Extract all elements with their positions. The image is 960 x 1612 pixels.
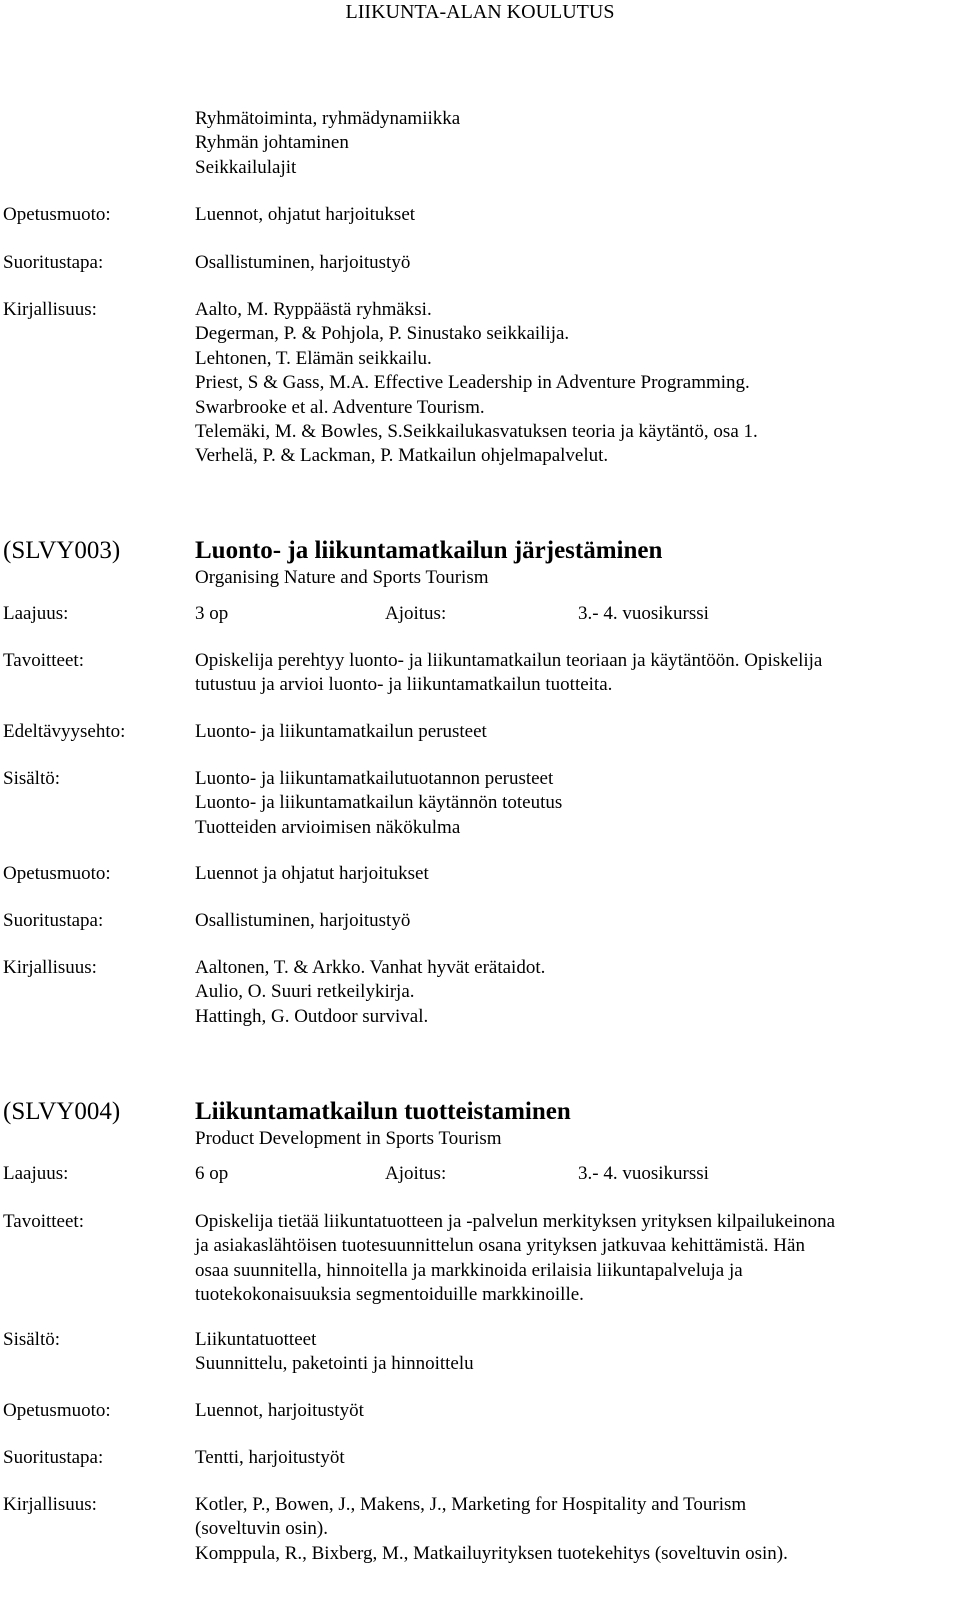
literature-item: Priest, S & Gass, M.A. Effective Leadership in Adventure Programming. bbox=[195, 372, 750, 394]
course-code: (SLVY004) bbox=[3, 1098, 121, 1125]
opetusmuoto-value: Luennot, ohjatut harjoitukset bbox=[195, 204, 416, 225]
literature-item: Verhelä, P. & Lackman, P. Matkailun ohjelmapalvelut. bbox=[195, 445, 609, 467]
suoritustapa-value: Osallistuminen, harjoitustyö bbox=[195, 910, 411, 931]
literature-item: Lehtonen, T. Elämän seikkailu. bbox=[195, 347, 432, 369]
literature-item: (soveltuvin osin). bbox=[195, 1518, 328, 1540]
course-title: Luonto- ja liikuntamatkailun järjestäminen bbox=[195, 537, 663, 564]
tavoitteet-line: Opiskelija perehtyy luonto- ja liikuntamatkailun teoriaan ja käytäntöön. Opiskelija bbox=[195, 650, 823, 671]
literature-item: Kotler, P., Bowen, J., Makens, J., Marketing for Hospitality and Tourism bbox=[195, 1494, 747, 1515]
laajuus-label: Laajuus: bbox=[3, 603, 69, 624]
opetusmuoto-value: Luennot ja ohjatut harjoitukset bbox=[195, 863, 429, 884]
tavoitteet-line: Opiskelija tietää liikuntatuotteen ja -palvelun merkityksen yrityksen kilpailukeinona bbox=[195, 1211, 836, 1232]
tavoitteet-label: Tavoitteet: bbox=[3, 650, 84, 671]
ajoitus-label: Ajoitus: bbox=[385, 1163, 447, 1184]
literature-item: Degerman, P. & Pohjola, P. Sinustako seikkailija. bbox=[195, 323, 570, 345]
tavoitteet-line: tutustuu ja arvioi luonto- ja liikuntamatkailun tuotteita. bbox=[195, 674, 613, 696]
page-header: LIIKUNTA-ALAN KOULUTUS bbox=[345, 1, 615, 23]
course-subtitle: Organising Nature and Sports Tourism bbox=[195, 567, 489, 588]
course-subtitle: Product Development in Sports Tourism bbox=[195, 1128, 502, 1149]
course-title: Liikuntamatkailun tuotteistaminen bbox=[195, 1098, 571, 1125]
kirjallisuus-label: Kirjallisuus: bbox=[3, 1494, 97, 1515]
opetusmuoto-label: Opetusmuoto: bbox=[3, 204, 111, 225]
suoritustapa-label: Suoritustapa: bbox=[3, 910, 104, 931]
laajuus-value: 6 op bbox=[195, 1163, 229, 1184]
literature-item: Hattingh, G. Outdoor survival. bbox=[195, 1005, 429, 1027]
sisalto-line: Tuotteiden arvioimisen näkökulma bbox=[195, 816, 461, 838]
edeltavyysehto-label: Edeltävyysehto: bbox=[3, 721, 126, 742]
content-line: Ryhmän johtaminen bbox=[195, 132, 349, 154]
kirjallisuus-label: Kirjallisuus: bbox=[3, 957, 97, 978]
course-code: (SLVY003) bbox=[3, 537, 121, 564]
suoritustapa-value: Tentti, harjoitustyöt bbox=[195, 1447, 345, 1468]
sisalto-line: Liikuntatuotteet bbox=[195, 1329, 317, 1350]
kirjallisuus-label: Kirjallisuus: bbox=[3, 299, 97, 320]
ajoitus-label: Ajoitus: bbox=[385, 603, 447, 624]
literature-item: Swarbrooke et al. Adventure Tourism. bbox=[195, 396, 485, 418]
edeltavyysehto-value: Luonto- ja liikuntamatkailun perusteet bbox=[195, 721, 487, 742]
tavoitteet-line: ja asiakaslähtöisen tuotesuunnittelun osana yrityksen jatkuvaa kehittämistä. Hän bbox=[195, 1235, 805, 1257]
intro-content-lines bbox=[195, 107, 955, 180]
sisalto-line: Luonto- ja liikuntamatkailun käytännön toteutus bbox=[195, 792, 563, 814]
ajoitus-value: 3.- 4. vuosikurssi bbox=[578, 1163, 709, 1184]
laajuus-label: Laajuus: bbox=[3, 1163, 69, 1184]
kirjallisuus-list bbox=[195, 298, 955, 469]
sisalto-label: Sisältö: bbox=[3, 1329, 61, 1350]
literature-item: Telemäki, M. & Bowles, S.Seikkailukasvatuksen teoria ja käytäntö, osa 1. bbox=[195, 421, 758, 443]
suoritustapa-label: Suoritustapa: bbox=[3, 1447, 104, 1468]
literature-item: Aaltonen, T. & Arkko. Vanhat hyvät erätaidot. bbox=[195, 957, 546, 978]
sisalto-line: Suunnittelu, paketointi ja hinnoittelu bbox=[195, 1353, 474, 1375]
sisalto-line: Luonto- ja liikuntamatkailutuotannon perusteet bbox=[195, 768, 554, 789]
opetusmuoto-label: Opetusmuoto: bbox=[3, 863, 111, 884]
content-line: Ryhmätoiminta, ryhmädynamiikka bbox=[195, 108, 461, 129]
tavoitteet-line: osaa suunnitella, hinnoitella ja markkinoida erilaisia liikuntapalveluja ja bbox=[195, 1259, 743, 1281]
ajoitus-value: 3.- 4. vuosikurssi bbox=[578, 603, 709, 624]
opetusmuoto-value: Luennot, harjoitustyöt bbox=[195, 1400, 364, 1421]
literature-item: Aulio, O. Suuri retkeilykirja. bbox=[195, 981, 415, 1003]
laajuus-value: 3 op bbox=[195, 603, 229, 624]
sisalto-label: Sisältö: bbox=[3, 768, 61, 789]
suoritustapa-label: Suoritustapa: bbox=[3, 252, 104, 273]
literature-item: Aalto, M. Ryppäästä ryhmäksi. bbox=[195, 299, 432, 320]
opetusmuoto-label: Opetusmuoto: bbox=[3, 1400, 111, 1421]
suoritustapa-value: Osallistuminen, harjoitustyö bbox=[195, 252, 411, 273]
content-line: Seikkailulajit bbox=[195, 156, 297, 178]
tavoitteet-label: Tavoitteet: bbox=[3, 1211, 84, 1232]
tavoitteet-line: tuotekokonaisuuksia segmentoiduille markkinoille. bbox=[195, 1284, 584, 1306]
literature-item: Komppula, R., Bixberg, M., Matkailuyrityksen tuotekehitys (soveltuvin osin). bbox=[195, 1542, 788, 1564]
